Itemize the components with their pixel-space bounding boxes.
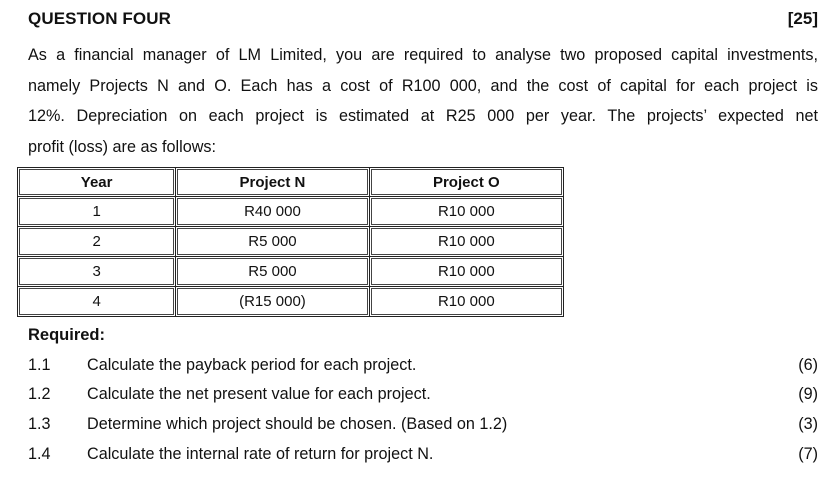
table-row (18, 227, 564, 257)
required-item-marks: (6) (798, 356, 818, 374)
table-header-row (18, 168, 564, 197)
required-item-marks: (3) (798, 415, 818, 433)
required-heading: Required: (28, 326, 106, 344)
required-item-marks: (7) (798, 445, 818, 463)
cell-project-n: R5 000 (176, 257, 369, 287)
required-item-number: 1.1 (28, 356, 51, 374)
header-project-o: Project O (369, 168, 563, 197)
cell-year: 3 (18, 257, 176, 287)
required-item-number: 1.2 (28, 385, 51, 403)
required-item-text: Determine which project should be chosen. (Based on 1.2) (87, 415, 508, 433)
required-item (28, 356, 818, 380)
required-item (28, 385, 818, 409)
required-item-text: Calculate the internal rate of return for project N. (87, 445, 434, 463)
cell-project-o: R10 000 (369, 287, 563, 317)
required-item (28, 415, 818, 439)
header-project-n: Project N (176, 168, 369, 197)
net-profit-table (17, 167, 564, 317)
required-item-number: 1.3 (28, 415, 51, 433)
cell-project-n: (R15 000) (176, 287, 369, 317)
required-item-text: Calculate the net present value for each project. (87, 385, 431, 403)
cell-year: 4 (18, 287, 176, 317)
cell-project-n: R40 000 (176, 197, 369, 227)
intro-line: namely Projects N and O. Each has a cost of R100 000, and the cost of capital for each project is (28, 76, 818, 95)
intro-line: profit (loss) are as follows: (28, 137, 217, 156)
question-total-marks: [25] (787, 9, 818, 28)
question-intro (28, 40, 818, 162)
table-row (18, 257, 564, 287)
question-title: QUESTION FOUR (28, 9, 171, 28)
cell-project-o: R10 000 (369, 197, 563, 227)
cell-project-o: R10 000 (369, 227, 563, 257)
required-item-text: Calculate the payback period for each project. (87, 356, 417, 374)
required-item (28, 445, 818, 469)
required-item-marks: (9) (798, 385, 818, 403)
header-year: Year (18, 168, 176, 197)
table-row (18, 287, 564, 317)
cell-project-n: R5 000 (176, 227, 369, 257)
intro-line: 12%. Depreciation on each project is estimated at R25 000 per year. The projects’ expected net (28, 107, 818, 125)
cell-year: 1 (18, 197, 176, 227)
table-row (18, 197, 564, 227)
required-item-number: 1.4 (28, 445, 51, 463)
cell-project-o: R10 000 (369, 257, 563, 287)
cell-year: 2 (18, 227, 176, 257)
intro-line: As a financial manager of LM Limited, you are required to analyse two proposed capital investments, (28, 46, 818, 64)
question-heading (28, 9, 818, 33)
